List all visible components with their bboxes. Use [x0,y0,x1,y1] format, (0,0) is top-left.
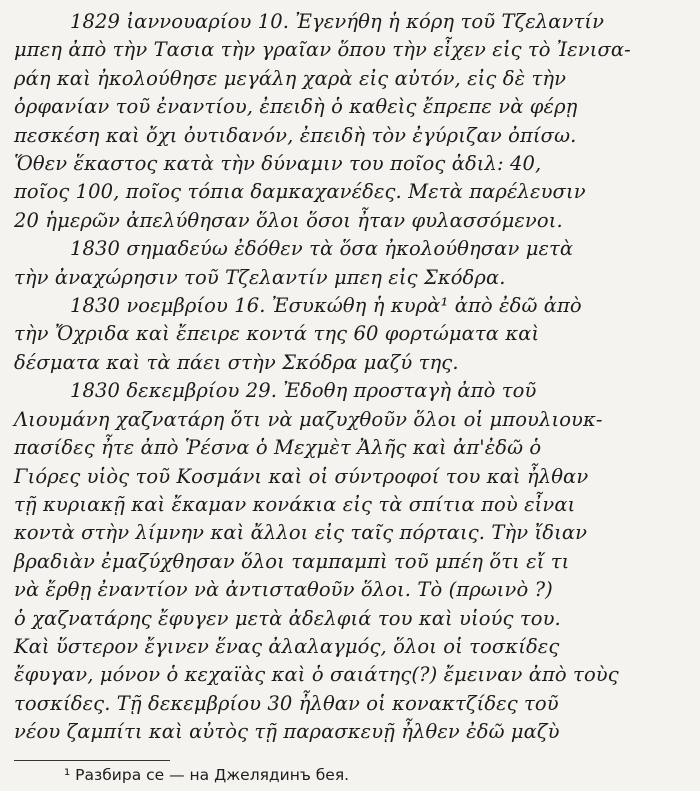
text-line: Γιόρες υἱὸς τοῦ Κοσμάνι καὶ οἱ σύντροφοί του καὶ ἦλθαν [14,464,589,488]
text-line: βραδιὰν ἐμαζύχθησαν ὅλοι ταμπαμπὶ τοῦ μπέη ὅτι εἴ τι [14,549,570,573]
text-line: τὴν Ὄχριδα καὶ ἔπειρε κοντά της 60 φορτώματα καὶ [14,322,540,346]
footnote-rule [14,760,170,761]
text-line: πεσκέση καὶ ὄχι ὀυτιδανόν, ἐπειδὴ τὸν ἐγύριζαν ὀπίσω. [14,123,577,147]
text-line: 1830 δεκεμβρίου 29. Ἐδοθη προσταγὴ ἀπὸ τοῦ [70,379,537,403]
text-line: ὁ χαζνατάρης ἔφυγεν μετὰ ἀδελφιά του καὶ υἱούς του. [14,606,561,630]
text-line: 1830 νοεμβρίου 16. Ἐσυκώθη ἡ κυρὰ¹ ἀπὸ ἐδῶ ἀπὸ [70,294,582,318]
text-line: 1830 σημαδεύω ἐδόθεν τὰ ὅσα ἠκολούθησαν μετὰ [70,237,574,261]
text-line: τῇ κυριακῇ καὶ ἔκαμαν κονάκια εἰς τὰ σπίτια ποὺ εἶναι [14,492,576,516]
body-text [14,8,694,747]
text-line: πασίδες ἦτε ἀπὸ Ῥέσνα ὁ Μεχμὲτ Ἀλῆς καὶ ἀπ'ἐδῶ ὁ [14,436,542,460]
text-line: μπεη ἀπὸ τὴν Τασια τὴν γραῖαν ὅπου τὴν εἶχεν εἰς τὸ Ἰενισα- [14,38,631,62]
text-line: δέσματα καὶ τὰ πάει στὴν Σκόδρα μαζύ της. [14,350,459,374]
text-line: ποῖος 100, ποῖος τόπια δαμκαχανέδες. Μετὰ παρέλευσιν [14,180,586,204]
text-line: 1829 ἰαννουαρίου 10. Ἐγενήθη ἡ κόρη τοῦ Τζελαντίν [70,10,605,33]
text-line: ὀρφανίαν τοῦ ἐναντίου, ἐπειδὴ ὁ καθεὶς ἔπρεπε νὰ φέρῃ [14,95,578,119]
text-line: τὴν ἀναχώρησιν τοῦ Τζελαντίν μπεη εἰς Σκόδρα. [14,265,506,289]
text-line: ἔφυγαν, μόνον ὁ κεχαϊὰς καὶ ὁ σαιάτης(?) ἔμειναν ἀπὸ τοὺς [14,663,619,687]
footnote: ¹ Разбира се — на Джелядинъ бея. [64,766,350,784]
text-line: νὰ ἔρθῃ ἐναντίον νὰ ἀντισταθοῦν ὅλοι. Τὸ (πρωινὸ ?) [14,578,553,602]
text-line: Ὅθεν ἕκαστος κατὰ τὴν δύναμιν του ποῖος ἀδιλ: 40, [14,152,542,176]
text-line: κοντὰ στὴν λίμνην καὶ ἄλλοι εἰς ταῖς πόρταις. Τὴν ἴδιαν [14,521,588,545]
text-line: ράη καὶ ἠκολούθησε μεγάλη χαρὰ εἰς αὐτόν, εἰς δὲ τὴν [14,66,567,90]
text-line: νέου ζαμπίτι καὶ αὐτὸς τῇ παρασκευῇ ἦλθεν ἐδῶ μαζὺ [14,720,560,744]
text-line: τοσκίδες. Τῇ δεκεμβρίου 30 ἦλθαν οἱ κονακτζίδες τοῦ [14,691,559,715]
text-line: 20 ἡμερῶν ἀπελύθησαν ὅλοι ὅσοι ἦταν φυλασσόμενοι. [14,208,563,232]
text-line: Καὶ ὕστερον ἔγινεν ἕνας ἀλαλαγμός, ὅλοι οἱ τοσκίδες [14,634,560,658]
text-line: Λιουμάνη χαζνατάρη ὅτι νὰ μαζυχθοῦν ὅλοι οἱ μπουλιουκ- [14,407,603,431]
